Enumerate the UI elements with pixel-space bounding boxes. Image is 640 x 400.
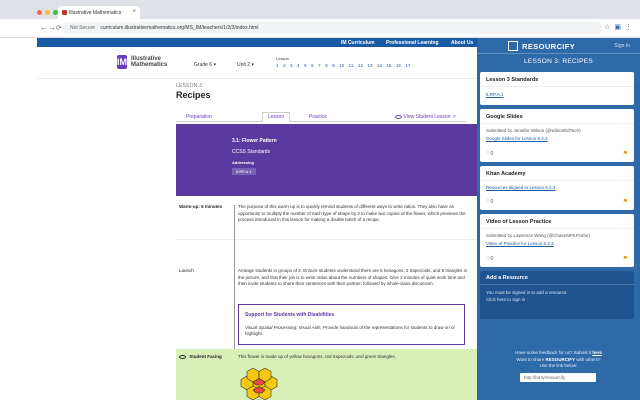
use-link-text: Use the link below: bbox=[539, 363, 578, 368]
disabilities-support-box bbox=[238, 304, 465, 345]
view-student-label: View Student Lesson bbox=[403, 114, 451, 120]
lesson-tabs bbox=[176, 112, 466, 122]
feedback-link[interactable]: here bbox=[592, 350, 602, 355]
menu-dots-icon[interactable]: ⋮ bbox=[625, 24, 632, 31]
resourcify-extension-icon[interactable]: ▣ bbox=[614, 24, 621, 31]
resource-link[interactable]: Video of Practice for Lesson 6.2.3 bbox=[486, 241, 554, 246]
unit-label: Unit 2 bbox=[237, 62, 251, 68]
chevron-down-icon: ▾ bbox=[213, 62, 216, 68]
browser-tab[interactable] bbox=[58, 6, 140, 19]
resource-link[interactable]: Google Slides for Lesson 6.2.3 bbox=[486, 136, 548, 141]
lesson-number-link[interactable]: 7 bbox=[318, 63, 321, 68]
card-divider bbox=[480, 123, 634, 124]
not-secure-label: Not Secure bbox=[70, 25, 96, 31]
bookmark-star-icon[interactable]: ☆ bbox=[604, 24, 611, 31]
card-divider bbox=[480, 228, 634, 229]
like-count: 0 bbox=[490, 256, 494, 262]
nav-professional-learning[interactable]: Professional Learning bbox=[386, 40, 439, 46]
resourcify-header bbox=[477, 38, 640, 54]
like-button[interactable] bbox=[486, 151, 493, 157]
tab-close-icon[interactable]: × bbox=[132, 9, 136, 15]
extension-icons bbox=[604, 23, 632, 31]
like-count: 0 bbox=[490, 199, 494, 205]
address-bar[interactable] bbox=[62, 22, 602, 34]
im-logo-icon[interactable]: IM bbox=[117, 57, 127, 67]
lesson-number-link[interactable]: 8 bbox=[325, 63, 328, 68]
card-title: Lesson 3 Standards bbox=[486, 77, 539, 83]
unit-select[interactable] bbox=[237, 62, 254, 68]
activity-header bbox=[176, 124, 477, 196]
page-title: Recipes bbox=[176, 90, 211, 100]
support-text: Provide handouts of the representations for students to draw on or highlight. bbox=[245, 325, 456, 336]
logo-line-2: Mathematics bbox=[131, 62, 168, 68]
add-resource-body bbox=[486, 290, 568, 303]
lesson-number-link[interactable]: 13 bbox=[367, 63, 373, 68]
lesson-number-link[interactable]: 2 bbox=[283, 63, 286, 68]
row-label: Warm-up: 5 minutes bbox=[179, 204, 223, 209]
logo-line-1: Illustrative bbox=[131, 56, 162, 62]
chevron-down-icon: ▾ bbox=[251, 62, 254, 68]
resource-link[interactable]: Resources aligned to Lesson 6.2.3 bbox=[486, 185, 556, 190]
close-window-button[interactable] bbox=[37, 10, 42, 15]
tab-lesson[interactable]: Lesson bbox=[262, 112, 290, 122]
lesson-number-list bbox=[276, 63, 410, 68]
heart-icon: ♡ bbox=[486, 256, 491, 262]
resource-card-standards bbox=[480, 72, 634, 105]
favicon-icon bbox=[62, 10, 67, 15]
nav-about-us[interactable]: About Us bbox=[451, 40, 474, 46]
minimize-window-button[interactable] bbox=[45, 10, 50, 15]
card-submitted-by: Submitted by Jennifer Wilson (@wilsonEdTech) bbox=[486, 128, 581, 133]
eye-icon bbox=[395, 115, 402, 119]
grade-label: Grade 6 bbox=[194, 62, 213, 68]
lesson-navigation bbox=[276, 56, 410, 68]
resourcify-panel bbox=[477, 38, 640, 400]
site-header bbox=[37, 47, 477, 79]
card-title: Khan Academy bbox=[486, 171, 526, 177]
lesson-number-link[interactable]: 16 bbox=[395, 63, 401, 68]
lesson-number-link[interactable]: 10 bbox=[339, 63, 345, 68]
card-title: Video of Lesson Practice bbox=[486, 219, 552, 225]
card-title: Google Slides bbox=[486, 114, 523, 120]
browser-toolbar bbox=[0, 19, 640, 38]
reload-icon[interactable]: ⟳ bbox=[56, 25, 62, 32]
eye-icon bbox=[179, 355, 186, 359]
tab-title: Illustrative Mathematics bbox=[69, 10, 122, 16]
heart-icon: ♡ bbox=[486, 151, 491, 157]
tab-practice[interactable]: Practice bbox=[309, 114, 328, 120]
tab-preparation[interactable]: Preparation bbox=[186, 114, 212, 120]
lesson-number-link[interactable]: 5 bbox=[304, 63, 307, 68]
support-emphasis: Visual-Spatial Processing: Visual Aids. bbox=[245, 325, 322, 330]
resourcify-logo-icon bbox=[508, 41, 518, 51]
resourcify-brand: RESOURCIFY bbox=[522, 42, 576, 51]
feedback-section bbox=[477, 350, 640, 370]
lesson-number-link[interactable]: 6 bbox=[311, 63, 314, 68]
feedback-prompt: Have some feedback for us? Submit it bbox=[515, 350, 593, 355]
web-page bbox=[37, 38, 477, 400]
share-suffix: with others? bbox=[575, 356, 601, 362]
lesson-number-link[interactable]: 14 bbox=[376, 63, 382, 68]
share-brand: RESOURCIFY bbox=[545, 356, 576, 362]
lesson-number-link[interactable]: 15 bbox=[386, 63, 392, 68]
lesson-number-link[interactable]: 1 bbox=[276, 63, 279, 68]
addressing-label: Addressing bbox=[232, 160, 255, 165]
launch-row bbox=[176, 264, 477, 304]
standard-code-badge[interactable]: 6.RP.A.1 bbox=[232, 168, 256, 175]
flag-icon[interactable]: ⚑ bbox=[622, 199, 628, 205]
browser-chrome bbox=[0, 0, 640, 38]
resource-card-khan-academy bbox=[480, 166, 634, 210]
back-arrow-icon[interactable]: ← bbox=[40, 23, 48, 32]
card-submitted-by: Submitted by Lawrence Wang (@ChaseMFKFtothe) bbox=[486, 233, 590, 238]
standard-link[interactable]: 6.RP.A.1 bbox=[486, 92, 504, 97]
flower-pattern-image bbox=[229, 368, 289, 400]
lesson-number-link[interactable]: 9 bbox=[332, 63, 335, 68]
forward-arrow-icon[interactable]: → bbox=[48, 23, 56, 32]
row-text: The purpose of this warm-up is to quickly remind students of different ways to write ratios. They also have an opportunity to multiply the number of each type of shape by 2 to make two copies of the flower, which previews the process introduced in this lesson for making a double batch of a recipe. bbox=[238, 204, 466, 222]
support-body bbox=[245, 325, 460, 337]
flag-icon[interactable]: ⚑ bbox=[622, 256, 628, 262]
lesson-number-link[interactable]: 3 bbox=[290, 63, 293, 68]
activity-title: 3.1: Flower Pattern bbox=[232, 138, 277, 144]
lesson-number-link[interactable]: 12 bbox=[357, 63, 363, 68]
student-facing-section bbox=[176, 349, 477, 400]
im-logo-text[interactable] bbox=[131, 56, 167, 68]
sign-in-link[interactable]: Sign In bbox=[614, 43, 630, 49]
support-title: Support for Students with Disabilities bbox=[245, 312, 335, 318]
window-controls bbox=[37, 10, 58, 15]
student-facing-text-label: Student Facing bbox=[189, 354, 222, 359]
like-count: 0 bbox=[490, 151, 494, 157]
resource-card-video bbox=[480, 214, 634, 267]
student-facing-label bbox=[179, 354, 222, 359]
share-prefix: Want to share bbox=[516, 356, 546, 362]
add-resource-card bbox=[480, 271, 634, 319]
flag-icon[interactable]: ⚑ bbox=[622, 151, 628, 157]
standards-heading: CCSS Standards bbox=[232, 149, 271, 155]
resource-card-google-slides bbox=[480, 109, 634, 162]
url-text: curriculum.illustrativemathematics.org/MS_IM/teachers/1/2/3/index.html bbox=[100, 25, 259, 31]
signin-required-text: You must be signed in to add a resource. bbox=[486, 290, 568, 295]
card-divider bbox=[480, 284, 634, 285]
row-text: Arrange students in groups of 2. Ensure students understand there are 6 hexagons, 2 trapezoids, and 9 triangles in the picture, and that their job is to write ratios about the numbers of shapes. Give 2 minutes of quiet work time and then invite students to share their sentences with their partner, followed by whole-class discussion. bbox=[238, 268, 468, 286]
heart-icon: ♡ bbox=[486, 199, 491, 205]
external-link-icon: ↗ bbox=[451, 114, 456, 120]
add-resource-title: Add a Resource bbox=[486, 275, 528, 281]
share-link-field[interactable]: http://bit.ly/resourcify bbox=[520, 373, 596, 382]
click-to-sign-in-link[interactable]: Click here to sign in bbox=[486, 296, 526, 302]
lesson-number-link[interactable]: 11 bbox=[348, 63, 354, 68]
lesson-number-link[interactable]: 4 bbox=[297, 63, 300, 68]
top-navigation bbox=[37, 38, 477, 47]
grade-select[interactable] bbox=[194, 62, 216, 68]
nav-im-curriculum[interactable]: IM Curriculum bbox=[341, 40, 375, 46]
student-facing-text: This flower is made up of yellow hexagons, red trapezoids, and green triangles. bbox=[238, 354, 396, 359]
warmup-row bbox=[176, 200, 477, 240]
view-student-lesson-link[interactable] bbox=[395, 114, 456, 120]
lesson-nav-label: Lesson bbox=[276, 56, 289, 61]
lesson-number-link[interactable]: 17 bbox=[405, 63, 411, 68]
like-button[interactable] bbox=[486, 199, 493, 205]
lesson-kicker: LESSON 3 bbox=[176, 83, 203, 89]
panel-title: LESSON 3: RECIPES bbox=[523, 58, 594, 65]
card-divider bbox=[480, 180, 634, 181]
card-divider bbox=[480, 86, 634, 87]
row-label: Launch bbox=[179, 268, 194, 273]
like-button[interactable] bbox=[486, 256, 493, 262]
